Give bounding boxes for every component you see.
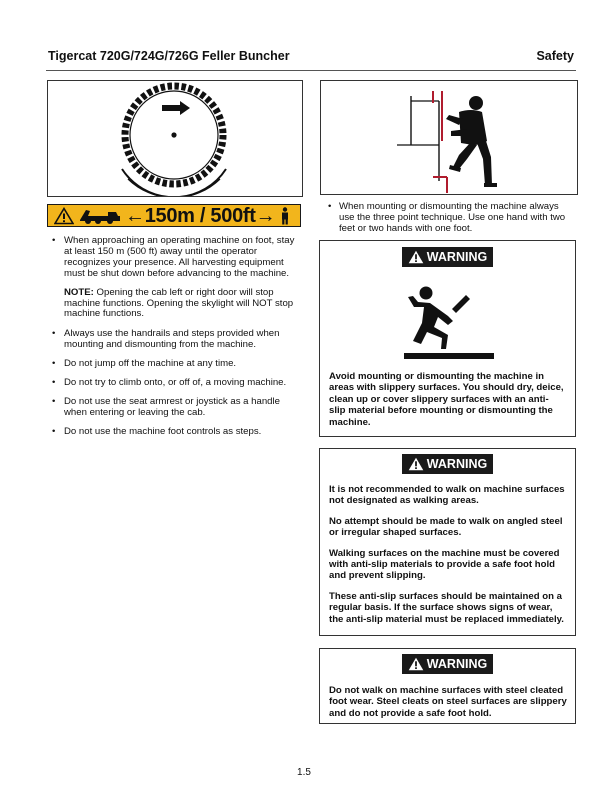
manual-title: Tigercat 720G/724G/726G Feller Buncher: [48, 49, 290, 63]
three-point-contact-figure: [320, 80, 578, 195]
list-item: • Do not use the machine foot controls as steps.: [52, 425, 262, 437]
warning-box-steel-cleats: [319, 648, 576, 724]
warning-triangle-icon: [54, 207, 74, 225]
warning-text: It is not recommended to walk on machine surfaces not designated as walking areas. No attempt should be made to walk on angled steel or irregular shaped surfaces. Walking surfaces on the machine must be covered with anti-slip materials to provide a safe foot hold and prevent slipping. These anti-slip surfaces should be maintained on a regular basis. If the surface shows signs of wear, the anti-slip material must be replaced immediately.: [329, 484, 565, 625]
warning-label: WARNING: [402, 247, 493, 267]
safety-distance-sign: [47, 204, 301, 227]
left-column-text: [52, 236, 302, 446]
list-item: • When approaching an operating machine on foot, stay at least 150 m (500 ft) away until the operator recognizes your presence. All harvesting equipment must be shut down before advancing to the machine.: [52, 235, 295, 279]
note-text: Opening the cab left or right door will stop machine functions. Opening the skylight will NOT stop machine functions.: [64, 286, 294, 320]
list-item: • Always use the handrails and steps provided when mounting and dismounting from the machine.: [52, 328, 280, 351]
warning-box-slippery: [319, 240, 576, 437]
warning-box-walking-surfaces: [319, 448, 576, 636]
list-item: • Do not try to climb onto, or off of, a moving machine.: [52, 377, 287, 389]
saw-blade-illustration: [48, 81, 302, 196]
warning-text: Do not walk on machine surfaces with steel cleated foot wear. Steel cleats on steel surfaces are slippery and do not provide a safe foot hold.: [329, 685, 567, 719]
note-label: NOTE:: [64, 286, 94, 298]
feller-buncher-icon: [78, 207, 122, 225]
three-point-bullet: • When mounting or dismounting the machine always use the three point technique. Use one hand with two feet or two hands with one foot.: [328, 201, 566, 234]
page-number: 1.5: [297, 767, 311, 778]
safety-distance-text: ←150m / 500ft→: [125, 204, 276, 227]
list-item: • Do not use the seat armrest or joystick as a handle when entering or leaving the cab.: [52, 395, 280, 418]
warning-label: WARNING: [402, 454, 493, 474]
saw-blade-figure: [47, 80, 303, 197]
section-title: Safety: [536, 49, 574, 63]
warning-label: WARNING: [402, 654, 493, 674]
climbing-operator-illustration: [321, 81, 577, 194]
warning-triangle-icon: [408, 457, 424, 471]
note-paragraph: [52, 288, 302, 321]
warning-triangle-icon: [408, 250, 424, 264]
slipping-person-icon: [320, 271, 577, 371]
header-divider: [46, 70, 576, 71]
list-item: • Do not jump off the machine at any time.: [52, 358, 237, 370]
warning-text: Avoid mounting or dismounting the machine in areas with slippery surfaces. You should dry, deice, clean up or cover slippery surfaces with an anti-slip material before mounting or dismounting the machine.: [329, 371, 564, 428]
person-icon: [279, 207, 291, 225]
warning-triangle-icon: [408, 657, 424, 671]
